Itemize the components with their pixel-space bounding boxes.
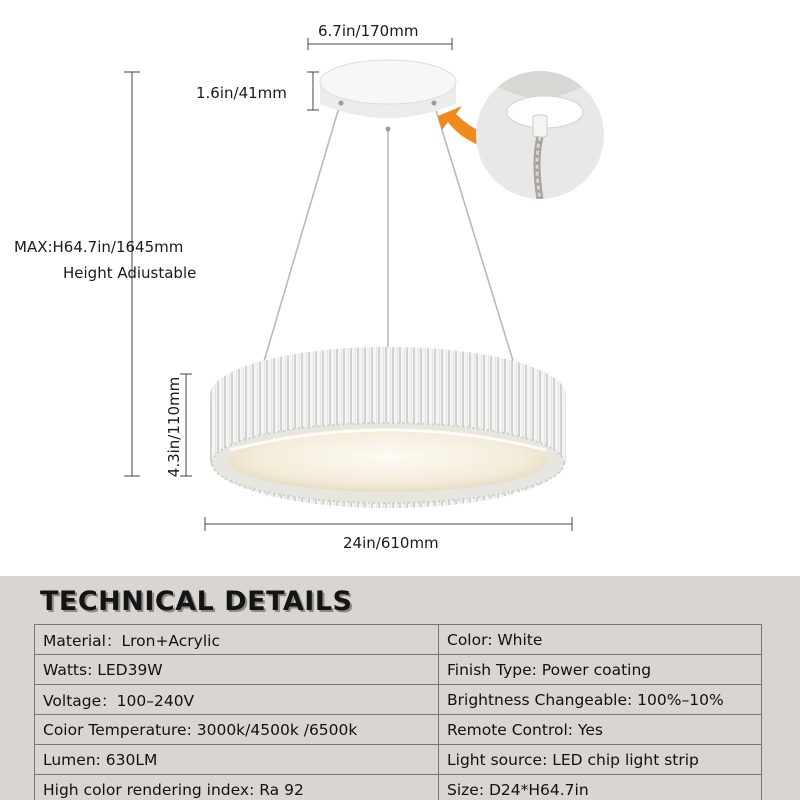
spec-color-temperature: Coior Temperature: 3000k/4500k /6500k bbox=[35, 715, 439, 745]
table-row bbox=[35, 655, 762, 685]
spec-light-source: Light source: LED chip light strip bbox=[439, 745, 762, 775]
canopy-width-label: 6.7in/170mm bbox=[318, 22, 419, 40]
table-row bbox=[35, 685, 762, 715]
diameter-label: 24in/610mm bbox=[343, 534, 439, 552]
technical-details-panel bbox=[0, 576, 800, 800]
spec-remote-control: Remote Control: Yes bbox=[439, 715, 762, 745]
spec-brightness: Brightness Changeable: 100%–10% bbox=[439, 685, 762, 715]
specs-table bbox=[34, 624, 762, 800]
spec-lumen: Lumen: 630LM bbox=[35, 745, 439, 775]
max-height-label: MAX:H64.7in/1645mm bbox=[14, 238, 184, 256]
height-adjustable-label: Height Adiustable bbox=[63, 264, 197, 282]
spec-cri: High color rendering index: Ra 92 bbox=[35, 775, 439, 800]
spec-size: Size: D24*H64.7in bbox=[439, 775, 762, 800]
canopy-height-label: 1.6in/41mm bbox=[196, 84, 287, 102]
ring-lamp-body bbox=[210, 347, 566, 508]
body-height-label: 4.3in/110mm bbox=[165, 376, 184, 478]
ceiling-canopy bbox=[320, 60, 456, 132]
spec-material: Material：Lron+Acrylic bbox=[35, 625, 439, 655]
spec-watts: Watts: LED39W bbox=[35, 655, 439, 685]
table-row bbox=[35, 745, 762, 775]
table-row bbox=[35, 775, 762, 800]
spec-color: Color: White bbox=[439, 625, 762, 655]
technical-details-title: TECHNICAL DETAILS bbox=[40, 586, 353, 617]
canopy-detail-zoom bbox=[476, 60, 604, 200]
spec-voltage: Voltage：100–240V bbox=[35, 685, 439, 715]
table-row bbox=[35, 715, 762, 745]
spec-finish: Finish Type: Power coating bbox=[439, 655, 762, 685]
table-row bbox=[35, 625, 762, 655]
